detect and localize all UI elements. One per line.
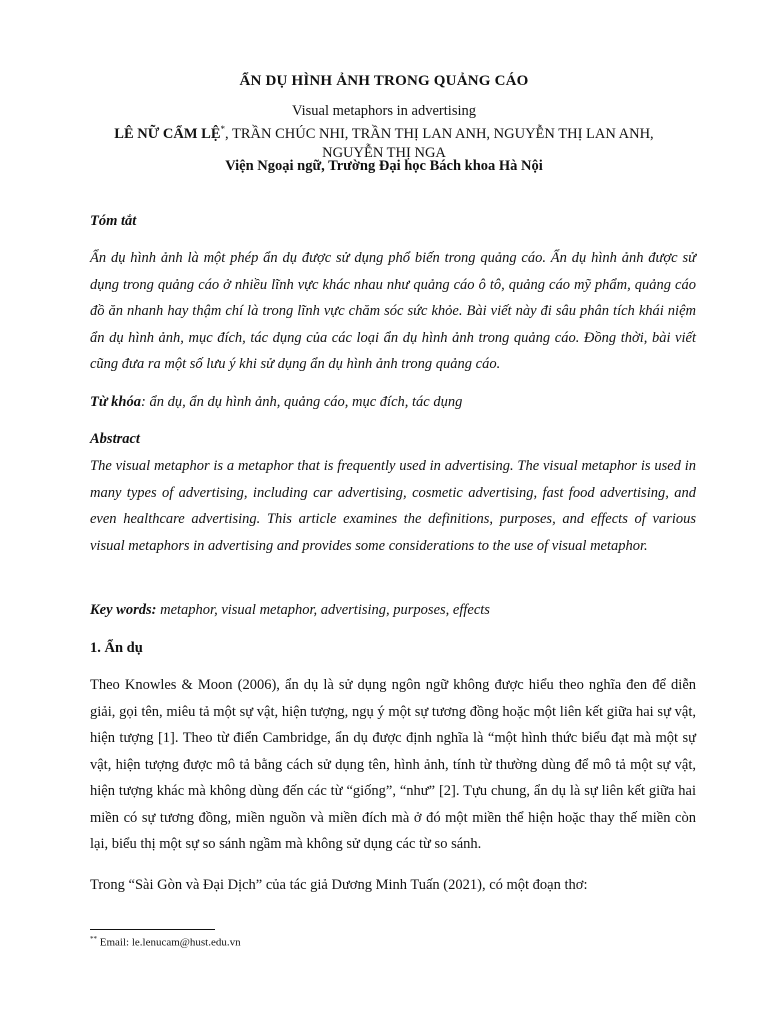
summary-paragraph: Ẩn dụ hình ảnh là một phép ẩn dụ được sử dụng phổ biến trong quảng cáo. Ẩn dụ hình ảnh được sử dụng trong quảng cáo ở nhiều lĩnh vực khác nhau như quảng cáo ô tô, quảng cáo mỹ phẩm, quảng cáo đồ ăn nhanh hay thậm chí là trong lĩnh vực chăm sóc sức khỏe. Bài viết này đi sâu phân tích khái niệm ẩn dụ hình ảnh, mục đích, tác dụng của các loại ẩn dụ hình ảnh trong quảng cáo. Đồng thời, bài viết cũng đưa ra một số lưu ý khi sử dụng ẩn dụ hình ảnh trong quảng cáo. <box>90 250 696 372</box>
co-authors: , TRẦN CHÚC NHI, TRẦN THỊ LAN ANH, NGUYỄN THỊ LAN ANH, NGUYỄN THỊ NGA <box>225 125 654 161</box>
section-1-heading: 1. Ẩn dụ <box>90 640 143 656</box>
author-list <box>100 120 668 163</box>
section-1-paragraph-2: Trong “Sài Gòn và Đại Dịch” của tác giả Dương Minh Tuấn (2021), có một đoạn thơ: <box>90 877 588 893</box>
keywords-vi-label: Từ khóa <box>90 394 141 410</box>
keywords-en-values: metaphor, visual metaphor, advertising, purposes, effects <box>156 602 490 618</box>
affiliation: Viện Ngoại ngữ, Trường Đại học Bách khoa Hà Nội <box>225 158 543 174</box>
paper-subtitle: Visual metaphors in advertising <box>292 103 476 119</box>
footnote-divider <box>90 929 215 930</box>
keywords-en <box>90 597 696 624</box>
abstract-heading: Abstract <box>90 431 140 447</box>
author-footnote-mark: * <box>220 124 225 134</box>
footnote-mark: ** <box>90 935 97 943</box>
abstract-paragraph: The visual metaphor is a metaphor that is frequently used in advertising. The visual metaphor is used in many types of advertising, including car advertising, cosmetic advertising, fast food advertising, and even healthcare advertising. This article examines the definitions, purposes, and effects of various visual metaphors in advertising and provides some considerations to the use of visual metaphor. <box>90 458 696 554</box>
keywords-vi <box>90 389 696 416</box>
section-1-paragraph-1: Theo Knowles & Moon (2006), ẩn dụ là sử dụng ngôn ngữ không được hiểu theo nghĩa đen để diễn giải, gọi tên, miêu tả một sự vật, hiện tượng, ngụ ý một sự tương đồng hoặc một liên kết giữa hai sự vật, hiện tượng [1]. Theo từ điển Cambridge, ẩn dụ được định nghĩa là “một hình thức biểu đạt mà một sự vật, hiện tượng được mô tả bằng cách sử dụng tên, hình ảnh, tính từ thường dùng để mô tả một sự vật, hiện tượng khác mà không dùng đến các từ “giống”, “như” [2]. Tựu chung, ẩn dụ là sự liên kết giữa hai miền có sự tương đồng, miền nguồn và miền đích mà ở đó một miền thể hiện hoặc thay thế miền còn lại, biểu thị một sự so sánh ngầm mà không sử dụng các từ so sánh. <box>90 677 696 852</box>
footnote-email: Email: le.lenucam@hust.edu.vn <box>97 936 241 949</box>
keywords-en-label: Key words: <box>90 602 157 618</box>
summary-heading: Tóm tắt <box>90 213 137 229</box>
paper-title: ẨN DỤ HÌNH ẢNH TRONG QUẢNG CÁO <box>239 73 529 89</box>
footnote <box>90 935 241 949</box>
corresponding-author: LÊ NỮ CẨM LỆ <box>114 125 221 142</box>
keywords-vi-values: : ẩn dụ, ẩn dụ hình ảnh, quảng cáo, mục đích, tác dụng <box>140 394 463 410</box>
